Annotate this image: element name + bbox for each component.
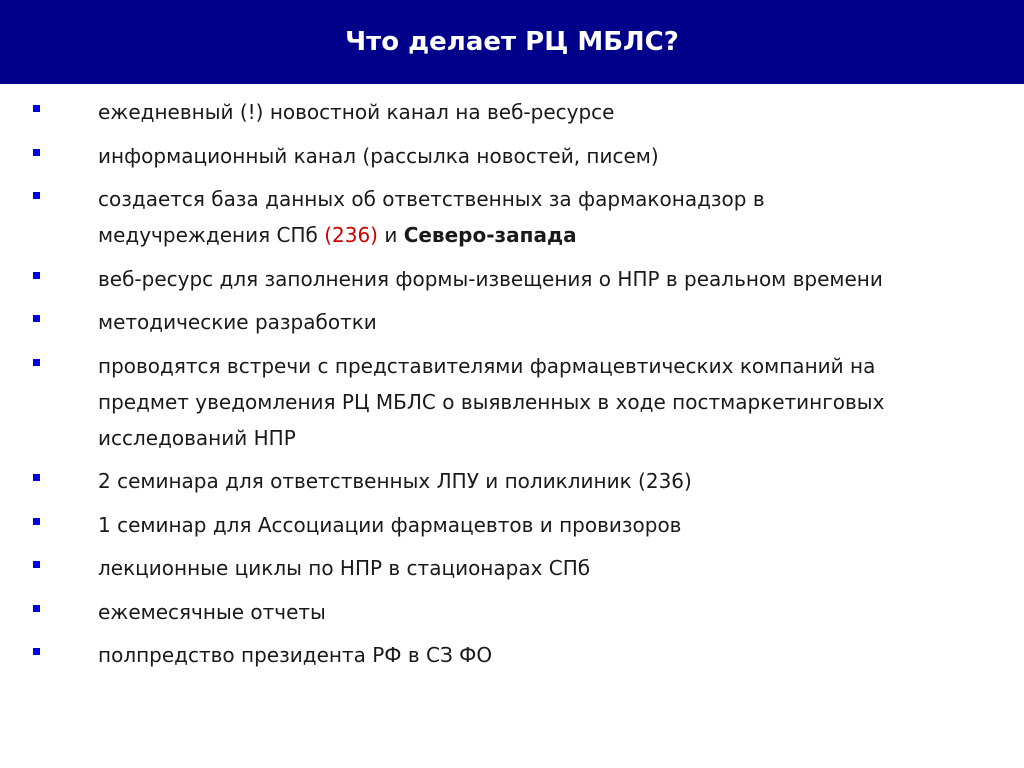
list-item [0,637,1024,673]
item-text: информационный канал (рассылка новостей, писем) [98,143,659,168]
bullet-marker-icon [33,149,40,156]
item-text: веб-ресурс для заполнения формы-извещения о НПР в реальном времени [98,266,883,291]
bullet-marker-icon [33,648,40,655]
item-highlight-bold: Северо-запада [403,223,577,247]
list-item [0,507,1024,543]
bullet-marker-icon [33,474,40,481]
slide-title: Что делает РЦ МБЛС? [345,27,679,57]
bullet-marker-icon [33,315,40,322]
bullet-list [0,94,1024,681]
item-text: полпредство президента РФ в СЗ ФО [98,643,493,667]
item-text: и [377,223,404,247]
item-text: ежемесячные отчеты [98,599,326,624]
list-item [0,138,1024,174]
item-text: лекционные циклы по НПР в стационарах СПб [98,556,591,580]
list-item [0,594,1024,630]
item-text: 1 семинар для Ассоциации фармацевтов и провизоров [98,512,682,537]
item-text: создается база данных об ответственных за фармаконадзор в медучреждения СПб [98,187,765,247]
list-item [0,304,1024,340]
list-item [0,550,1024,586]
item-text: ежедневный (!) новостной канал на веб-ресурсе [98,100,615,124]
list-item [0,348,984,456]
bullet-marker-icon [33,359,40,366]
bullet-marker-icon [33,605,40,612]
list-item [0,181,924,253]
bullet-marker-icon [33,561,40,568]
list-item [0,94,1024,130]
item-text: методические разработки [98,310,377,334]
bullet-marker-icon [33,518,40,525]
bullet-marker-icon [33,192,40,199]
item-text: 2 семинара для ответственных ЛПУ и поликлиник (236) [98,469,692,493]
bullet-marker-icon [33,105,40,112]
item-highlight-red: (236) [324,223,378,247]
item-text: проводятся встречи с представителями фармацевтических компаний на предмет уведомления РЦ МБЛС о выявленных в ходе постмаркетинговых исследований НПР [98,353,885,450]
list-item [0,463,1024,499]
list-item [0,261,924,297]
bullet-marker-icon [33,272,40,279]
